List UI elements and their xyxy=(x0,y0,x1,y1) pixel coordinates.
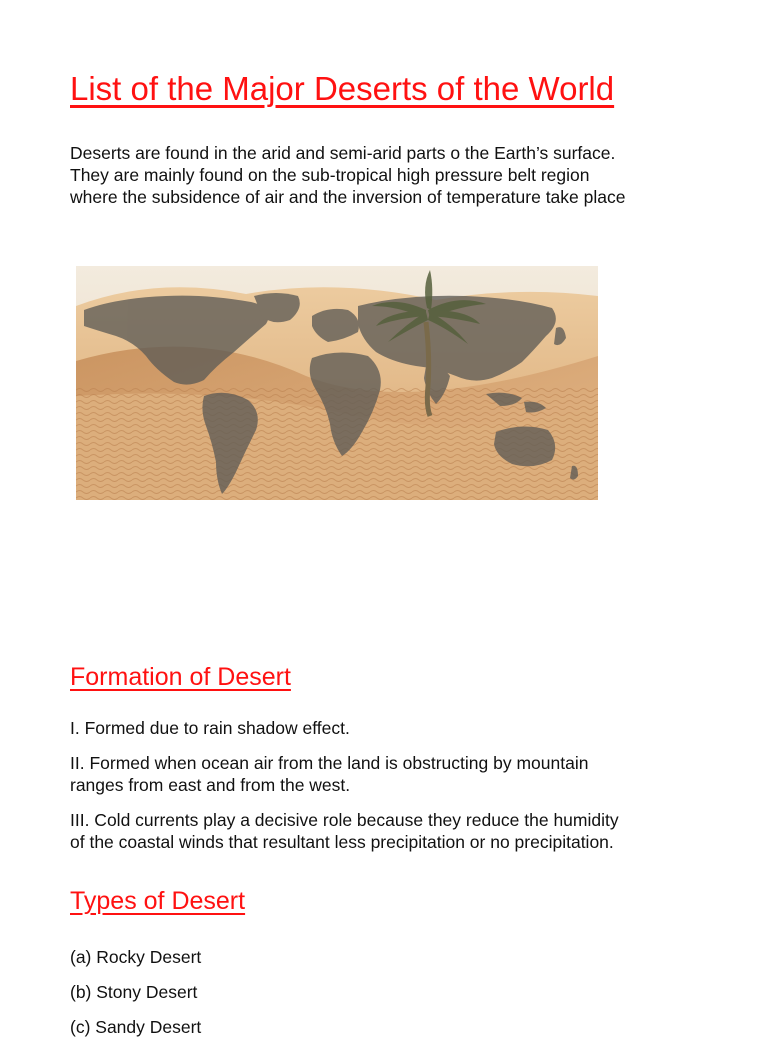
types-heading: Types of Desert xyxy=(70,887,246,915)
formation-point-line: ranges from east and from the west. xyxy=(70,775,351,795)
formation-point-line: II. Formed when ocean air from the land is obstructing by mountain xyxy=(70,753,589,773)
formation-point xyxy=(70,752,750,796)
desert-world-map-image xyxy=(76,266,598,500)
formation-point-line: of the coastal winds that resultant less precipitation or no precipitation. xyxy=(70,832,614,852)
formation-point xyxy=(70,717,750,739)
intro-paragraph xyxy=(70,142,750,208)
desert-type-item: (b) Stony Desert xyxy=(70,982,198,1002)
desert-type-item: (c) Sandy Desert xyxy=(70,1017,202,1037)
intro-line: They are mainly found on the sub-tropical high pressure belt region xyxy=(70,165,590,185)
desert-map-illustration xyxy=(76,266,598,500)
formation-heading: Formation of Desert xyxy=(70,663,291,691)
intro-line: Deserts are found in the arid and semi-arid parts o the Earth’s surface. xyxy=(70,143,616,163)
intro-line: where the subsidence of air and the inversion of temperature take place xyxy=(70,187,626,207)
desert-type-item: (a) Rocky Desert xyxy=(70,947,202,967)
formation-point-line: I. Formed due to rain shadow effect. xyxy=(70,718,350,738)
formation-point-line: III. Cold currents play a decisive role because they reduce the humidity xyxy=(70,810,619,830)
formation-point xyxy=(70,809,750,853)
page-title: List of the Major Deserts of the World xyxy=(70,70,615,107)
